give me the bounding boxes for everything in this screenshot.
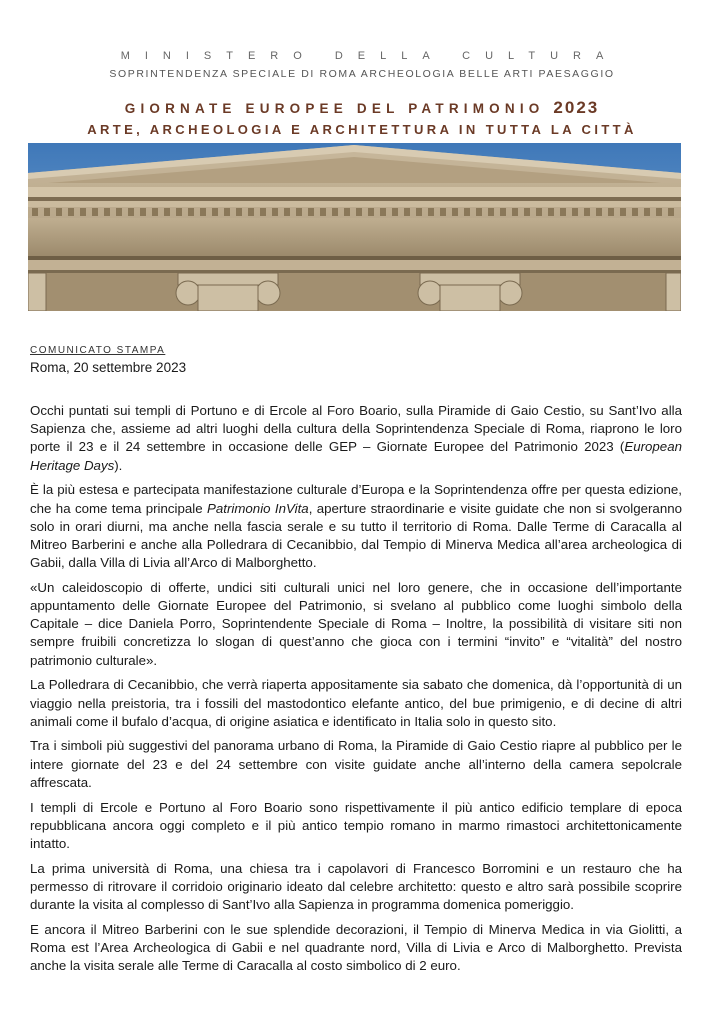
paragraph: Tra i simboli più suggestivi del panorama urbano di Roma, la Piramide di Gaio Cestio riapre al pubblico per le intere giornate del 23 e del 24 settembre con visite guidate anche all’interno della camera sepolcrale affrescata. (30, 738, 682, 790)
event-title-text: GIORNATE EUROPEE DEL PATRIMONIO (124, 101, 545, 116)
event-title (0, 98, 724, 118)
paragraph-emphasis: European Heritage Days (30, 439, 682, 473)
paragraph: «Un caleidoscopio di offerte, undici siti culturali unici nel loro genere, che in occasione dell’importante appuntamento delle Giornate Europee del Patrimonio, si svelano al pubblico come luoghi simbolo della Capitale – dice Daniela Porro, Soprintendente Speciale di Roma – Inoltre, la possibilità di visitare siti non sempre fruibili concretizza lo slogan di quest’anno che gioca con i termini “invito” e “vitalità” del nostro patrimonio culturale». (30, 579, 682, 668)
press-release-label: COMUNICATO STAMPA (30, 345, 166, 356)
paragraph (30, 481, 682, 572)
paragraph (30, 402, 682, 475)
paragraph-text: , aperture straordinarie e visite guidate che non si svolgeranno solo in orari diurni, ma anche nella fascia serale e su tutto il territorio di Roma. Dalle Terme di Caracalla al Mitreo Barberini e anche alla Polledrara di Cecanibbio, dal Tempio di Minerva Medica all’area archeologica di Gabii, dalla Villa di Livia all’Arco di Malborghetto. (30, 500, 682, 571)
paragraph: E ancora il Mitreo Barberini con le sue splendide decorazioni, il Tempio di Minerva Medica in via Giolitti, a Roma est l’Area Archeologica di Gabii e nel quadrante nord, Villa di Livia e Arco di Malborghetto. Prevista anche la visita serale alle Terme di Caracalla al costo simbolico di 2 euro. (30, 921, 682, 974)
soprintendenza-name: SOPRINTENDENZA SPECIALE DI ROMA ARCHEOLOGIA BELLE ARTI PAESAGGIO (109, 68, 615, 80)
event-subtitle: ARTE, ARCHEOLOGIA E ARCHITETTURA IN TUTTA LA CITTÀ (87, 122, 637, 137)
paragraph-emphasis: Patrimonio InVita (207, 500, 309, 516)
paragraph: La Polledrara di Cecanibbio, che verrà riaperta appositamente sia sabato che domenica, dà l’opportunità di un viaggio nella preistoria, tra i fossili del mastodontico elefante antico, del bue primigenio, e di decine di altri animali come il bufalo d’acqua, di origine asiatica e identificato in Italia solo in questo sito. (30, 677, 682, 729)
paragraph-text: Occhi puntati sui templi di Portuno e di Ercole al Foro Boario, sulla Piramide di Gaio Cestio, su Sant’Ivo alla Sapienza che, assieme ad altri luoghi della cultura della Soprintendenza Speciale di Roma, riaprono le loro porte il 23 e il 24 settembre in occasione delle GEP – Giornate Europee del Patrimonio 2023 ( (30, 403, 682, 455)
paragraph: I templi di Ercole e Portuno al Foro Boario sono rispettivamente il più antico edificio templare di epoca repubblicana ancora oggi completo e il più antico tempio romano in marmo rimastoci architettonicamente intatto. (30, 799, 682, 851)
ministry-name: MINISTERO DELLA CULTURA (120, 50, 619, 62)
paragraph: La prima università di Roma, una chiesa tra i capolavori di Francesco Borromini e un restauro che ha permesso di ritrovare il corridoio originario ideato dal celebre architetto: questo e altro sarà possibile scoprire durante la visita al complesso di Sant’Ivo alla Sapienza in programma domenica pomeriggio. (30, 860, 682, 913)
temple-banner-image (28, 143, 681, 311)
paragraph-text: ). (114, 457, 123, 473)
press-release-body (30, 402, 682, 982)
press-release-date: Roma, 20 settembre 2023 (30, 360, 187, 375)
paragraph-text: È la più estesa e partecipata manifestazione culturale d’Europa e la Soprintendenza offre per questa edizione, che ha come tema principale (30, 482, 682, 516)
temple-pediment-illustration (28, 143, 681, 311)
event-year: 2023 (553, 98, 600, 117)
